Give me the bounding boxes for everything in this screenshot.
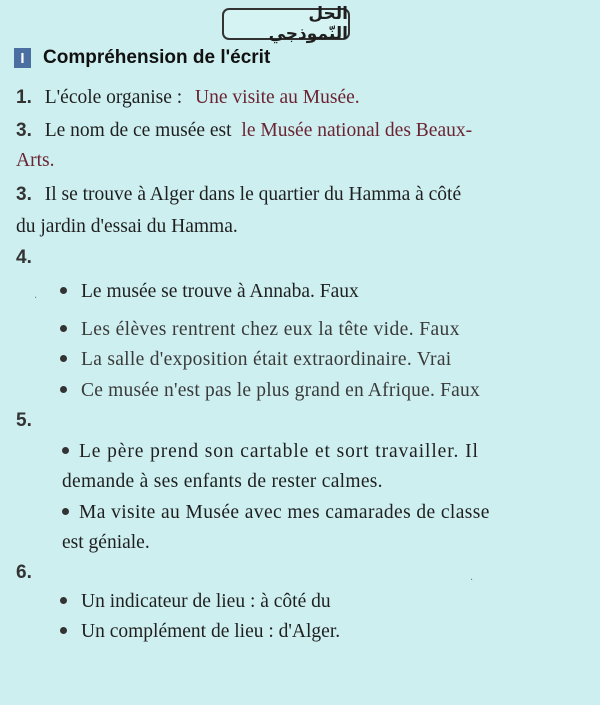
question-number: 4. [16, 247, 32, 268]
list-item [62, 437, 479, 467]
question-3b-cont [16, 212, 580, 242]
question-number: 5. [16, 410, 32, 431]
list-item [60, 345, 452, 375]
question-6 [16, 558, 580, 588]
bullet-icon [60, 597, 67, 604]
answer-text: le Musée national des Beaux- [241, 120, 473, 141]
list-item [60, 376, 480, 406]
question-5 [16, 406, 580, 436]
question-3a-cont [16, 146, 580, 176]
list-item-cont [62, 467, 383, 497]
question-1 [16, 83, 580, 113]
answer-text-cont: Arts. [16, 150, 55, 171]
list-item-text: demande à ses enfants de rester calmes. [62, 471, 383, 492]
list-item-text: Le père prend son cartable et sort travailler. Il [79, 441, 479, 462]
speck: . [34, 290, 38, 301]
answer-text: Il se trouve à Alger dans le quartier du Hamma à côté [44, 184, 462, 205]
bullet-icon [60, 386, 67, 393]
list-item-text: La salle d'exposition était extraordinaire. Vrai [81, 349, 452, 370]
arabic-title-box [222, 4, 350, 44]
question-number: 3. [16, 120, 32, 141]
question-number: 3. [16, 184, 32, 205]
question-text: Le nom de ce musée est [44, 120, 232, 141]
bullet-icon [60, 355, 67, 362]
bullet-icon [60, 287, 67, 294]
list-item-text: Ce musée n'est pas le plus grand en Afrique. Faux [81, 380, 480, 401]
section-number-badge: I [14, 48, 31, 68]
list-item-text: Un indicateur de lieu : à côté du [81, 591, 331, 612]
question-number: 6. [16, 562, 32, 583]
question-number: 1. [16, 87, 32, 108]
list-item [62, 498, 490, 528]
question-text: L'école organise : [44, 87, 183, 108]
list-item-text: Les élèves rentrent chez eux la tête vide. Faux [81, 319, 460, 340]
bullet-icon [60, 325, 67, 332]
bullet-icon [62, 447, 69, 454]
question-3b [16, 180, 580, 210]
question-3a [16, 116, 580, 146]
arabic-title: الحل النّموذجي [268, 4, 348, 44]
question-4 [16, 243, 580, 273]
list-item-text: Le musée se trouve à Annaba. Faux [81, 281, 359, 302]
list-item [60, 315, 460, 345]
list-item [60, 277, 359, 307]
bullet-icon [62, 508, 69, 515]
section-heading [14, 47, 270, 69]
answer-text-cont: du jardin d'essai du Hamma. [16, 216, 238, 237]
list-item [60, 617, 340, 647]
section-title: Compréhension de l'écrit [43, 47, 271, 68]
list-item-text: Un complément de lieu : d'Alger. [81, 621, 341, 642]
list-item-cont [62, 528, 150, 558]
list-item-text: Ma visite au Musée avec mes camarades de classe [79, 502, 490, 523]
answer-text: Une visite au Musée. [195, 87, 360, 108]
bullet-icon [60, 627, 67, 634]
list-item-text: est géniale. [62, 532, 150, 553]
speck: . [470, 572, 474, 583]
list-item [60, 587, 331, 617]
